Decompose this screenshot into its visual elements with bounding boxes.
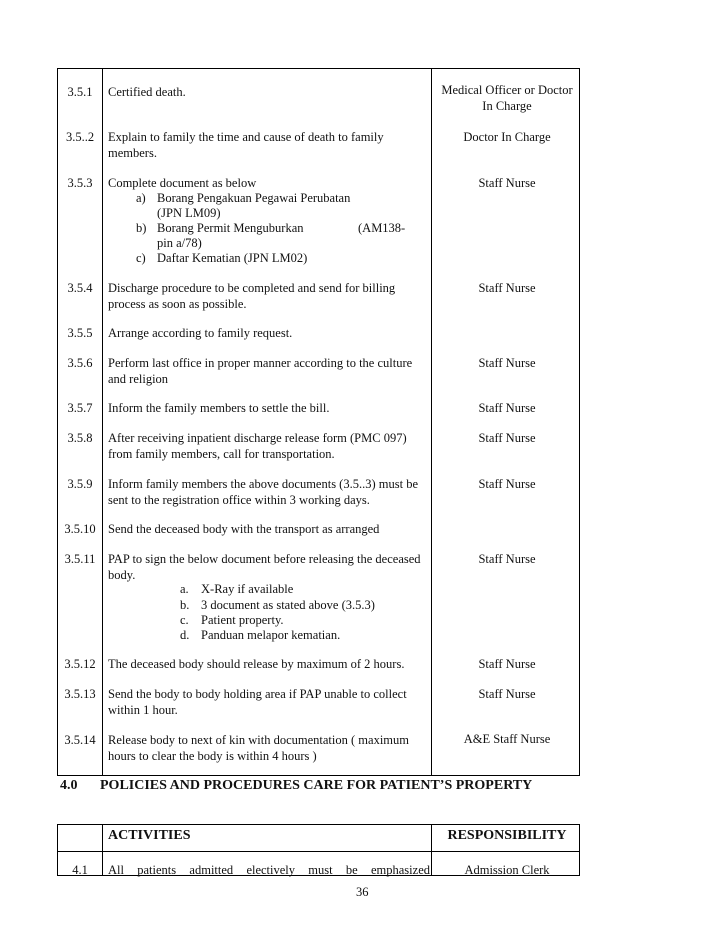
- row-responsibility: Medical Officer or Doctor In Charge: [441, 83, 573, 113]
- subitem-text: Borang Permit Menguburkan: [157, 221, 304, 235]
- row-activity: Complete document as below: [108, 176, 257, 190]
- row-activity: After receiving inpatient discharge release form (PMC 097) from family members, call for transportation.: [108, 431, 407, 461]
- table-border-bottom: [57, 775, 580, 776]
- section-number: 4.0: [60, 778, 78, 793]
- row-number: 3.5.9: [67, 477, 93, 491]
- row-activity: Explain to family the time and cause of death to family members.: [108, 130, 384, 160]
- row-responsibility: Staff Nurse: [478, 401, 536, 415]
- table2-row-number: 4.1: [72, 863, 88, 877]
- table-border-top: [57, 68, 580, 69]
- table2-header-responsibility: RESPONSIBILITY: [447, 828, 567, 843]
- row-number: 3.5.14: [64, 733, 96, 747]
- row-number: 3.5.1: [67, 85, 93, 99]
- subitem-text: X-Ray if available: [201, 582, 294, 596]
- row-activity: Inform the family members to settle the bill.: [108, 401, 330, 415]
- subitem-text: Daftar Kematian (JPN LM02): [157, 251, 308, 265]
- row-responsibility: Staff Nurse: [478, 687, 536, 701]
- table2-header-divider: [57, 851, 580, 852]
- row-activity: The deceased body should release by maximum of 2 hours.: [108, 657, 405, 671]
- row-number: 3.5.10: [64, 522, 96, 536]
- row-activity: Release body to next of kin with documentation ( maximum hours to clear the body is within 4 hours ): [108, 733, 409, 763]
- table-border-right: [579, 68, 580, 776]
- row-number: 3.5.5: [67, 326, 93, 340]
- subitem-marker: d.: [180, 628, 190, 642]
- subitem-marker: b.: [180, 598, 190, 612]
- row-number: 3.5.12: [64, 657, 96, 671]
- row-number: 3.5.6: [67, 356, 93, 370]
- subitem-marker: a): [136, 191, 146, 205]
- row-responsibility: Staff Nurse: [478, 176, 536, 190]
- row-responsibility: Staff Nurse: [478, 552, 536, 566]
- row-responsibility: Doctor In Charge: [463, 130, 551, 144]
- table2-border-right: [579, 824, 580, 876]
- subitem-continuation: (JPN LM09): [157, 206, 221, 220]
- row-number: 3.5..2: [65, 130, 95, 144]
- table2-divider-2: [431, 824, 432, 876]
- row-responsibility: Staff Nurse: [478, 281, 536, 295]
- row-activity: Arrange according to family request.: [108, 326, 293, 340]
- page-number: 36: [356, 885, 369, 899]
- subitem-text: Patient property.: [201, 613, 284, 627]
- subitem-continuation: pin a/78): [157, 236, 202, 250]
- table2-row-activity: All patients admitted electively must be emphasized: [108, 863, 430, 877]
- row-activity: Perform last office in proper manner according to the culture and religion: [108, 356, 413, 386]
- row-responsibility: Staff Nurse: [478, 477, 536, 491]
- table2-border-top: [57, 824, 580, 825]
- row-activity: Certified death.: [108, 85, 186, 99]
- table2-row-responsibility: Admission Clerk: [464, 863, 550, 877]
- row-activity: PAP to sign the below document before releasing the deceased body.: [108, 552, 421, 582]
- subitem-text: Panduan melapor kematian.: [201, 628, 341, 642]
- table2-divider-1: [102, 824, 103, 876]
- row-number: 3.5.4: [67, 281, 93, 295]
- table2-header-activities: ACTIVITIES: [108, 828, 191, 843]
- subitem-marker: b): [136, 221, 147, 235]
- section-title: POLICIES AND PROCEDURES CARE FOR PATIENT’S PROPERTY: [100, 778, 533, 793]
- row-number: 3.5.7: [67, 401, 93, 415]
- subitem-tail: (AM138-: [358, 221, 406, 235]
- row-activity: Discharge procedure to be completed and send for billing process as soon as possible.: [108, 281, 396, 311]
- row-activity: Send the deceased body with the transport as arranged: [108, 522, 380, 536]
- row-activity: Inform family members the above documents (3.5..3) must be sent to the registration office within 3 working days.: [108, 477, 418, 507]
- row-number: 3.5.13: [64, 687, 96, 701]
- row-responsibility: Staff Nurse: [478, 431, 536, 445]
- row-activity: Send the body to body holding area if PAP unable to collect within 1 hour.: [108, 687, 407, 717]
- table-divider-2: [431, 68, 432, 776]
- row-number: 3.5.8: [67, 431, 93, 445]
- row-number: 3.5.3: [67, 176, 93, 190]
- row-number: 3.5.11: [64, 552, 96, 566]
- subitem-marker: c): [136, 251, 146, 265]
- subitem-text: 3 document as stated above (3.5.3): [201, 598, 375, 612]
- subitem-marker: a.: [180, 582, 189, 596]
- row-responsibility: A&E Staff Nurse: [463, 732, 551, 746]
- subitem-text: Borang Pengakuan Pegawai Perubatan: [157, 191, 351, 205]
- table-divider-1: [102, 68, 103, 776]
- row-responsibility: Staff Nurse: [478, 356, 536, 370]
- subitem-marker: c.: [180, 613, 189, 627]
- row-responsibility: Staff Nurse: [478, 657, 536, 671]
